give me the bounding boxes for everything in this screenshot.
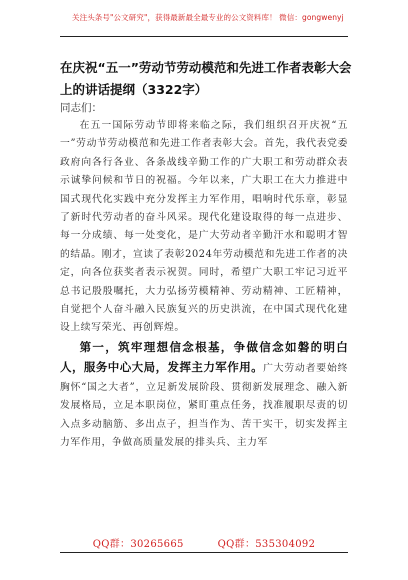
section-1-heading: 第一，筑牢理想信念根基，争做信念如磐的明白人，服务中心大局，发挥主力军作用。 (60, 339, 348, 375)
section-1-text: 广大劳动者要始终胸怀“国之大者”，立足新发展阶段、贯彻新发展理念、融入新发展格局，立足本职岗位，紧盯重点任务，找准履职尽责的切入点多动脑筋、多出点子，担当作为、苦干实干，切实发挥主力军作用，争做高质量发展的排头兵、主力军 (60, 363, 348, 448)
salutation: 同志们： (60, 102, 102, 114)
footer-divider (60, 552, 348, 553)
paragraph-section-1 (60, 338, 348, 452)
document-title: 在庆祝“五一”劳动节劳动模范和先进工作者表彰大会上的讲话提纲（3322字） (60, 60, 352, 97)
header-divider (60, 36, 348, 37)
header-promo-note: 关注头条号"公文研究"，获得最新最全最专业的公文资料库！ 微信：gongwenyj (72, 13, 344, 22)
footer-qq-group-1: QQ群：30265665 (92, 539, 184, 550)
footer-qq-group-2: QQ群：535304092 (217, 539, 316, 550)
footer-contact (0, 535, 408, 550)
document-body (60, 117, 348, 452)
paragraph-intro: 在五一国际劳动节即将来临之际，我们组织召开庆祝“五一”劳动节劳动模范和先进工作者表彰大会。首先，我代表党委政府向各行各业、各条战线辛勤工作的广大职工和劳动群众表示诚挚问候和节日的祝福。今年以来，广大职工在大力推进中国式现代化实践中充分发挥主力军作用，唱响时代乐章，彰显了新时代劳动者的奋斗风采。现代化建设取得的每一点进步、每一分成绩、每一处变化，是广大劳动者辛勤汗水和聪明才智的结晶。刚才，宣读了表彰2024年劳动模范和先进工作者的决定，向各位获奖者表示祝贺。同时，希望广大职工牢记习近平总书记殷殷嘱托，大力弘扬劳模精神、劳动精神、工匠精神，自觉把个人奋斗融入民族复兴的历史洪流，在中国式现代化建设上续写荣光、再创辉煌。 (60, 120, 348, 334)
